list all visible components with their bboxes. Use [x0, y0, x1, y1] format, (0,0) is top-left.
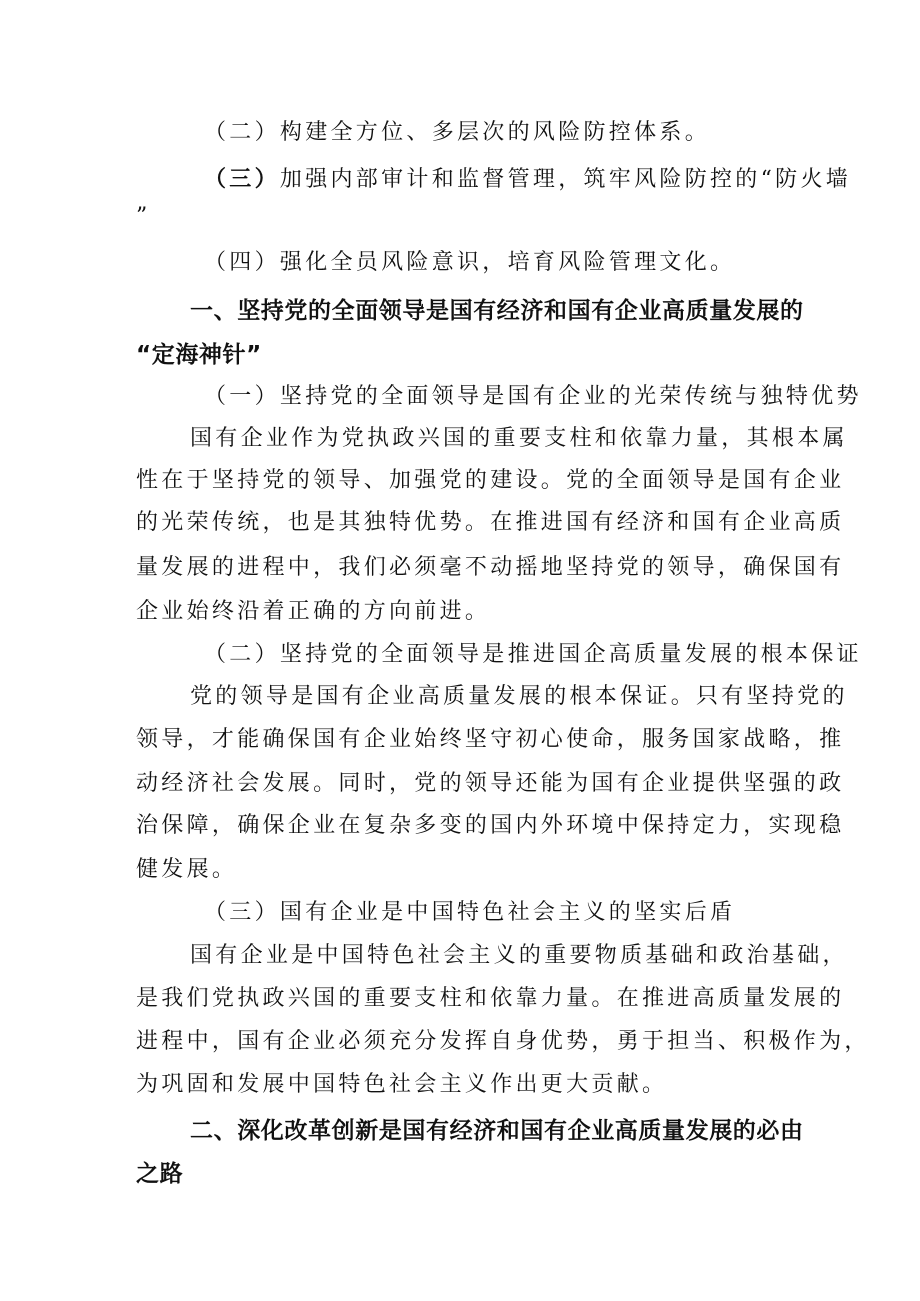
- subsection-heading-text: 加强内部审计和监督管理，筑牢风险防控的“防火墙: [279, 167, 852, 192]
- paragraph-line: 性在于坚持党的领导、加强党的建设。党的全面领导是国有企业: [136, 468, 845, 493]
- paragraph-line: 是我们党执政兴国的重要支柱和依靠力量。在推进高质量发展的: [136, 986, 845, 1011]
- subsection-heading-fundamental-guarantee: （二）坚持党的全面领导是推进国企高质量发展的根本保证: [204, 642, 862, 667]
- subsection-number: （三）: [204, 166, 280, 192]
- section-heading-party-leadership: 一、坚持党的全面领导是国有经济和国有企业高质量发展的: [190, 298, 804, 324]
- paragraph-line: 的光荣传统，也是其独特优势。在推进国有经济和国有企业高质: [136, 510, 845, 535]
- paragraph-line: 为巩固和发展中国特色社会主义作出更大贡献。: [136, 1072, 668, 1097]
- quote-continuation: ”: [136, 204, 151, 229]
- paragraph-line: 党的领导是国有企业高质量发展的根本保证。只有坚持党的: [190, 684, 848, 709]
- paragraph-line: 健发展。: [136, 857, 238, 882]
- paragraph-line: 动经济社会发展。同时，党的领导还能为国有企业提供坚强的政: [136, 771, 845, 796]
- paragraph-line: 国有企业作为党执政兴国的重要支柱和依靠力量，其根本属: [190, 426, 848, 451]
- subsection-heading-risk-awareness: （四）强化全员风险意识，培育风险管理文化。: [204, 250, 736, 275]
- section-heading-party-leadership-continuation: “定海神针”: [136, 342, 262, 368]
- paragraph-line: 国有企业是中国特色社会主义的重要物质基础和政治基础，: [190, 943, 848, 968]
- section-heading-reform-innovation: 二、深化改革创新是国有经济和国有企业高质量发展的必由: [190, 1118, 804, 1144]
- section-heading-reform-innovation-continuation: 之路: [136, 1161, 184, 1187]
- subsection-heading-glorious-tradition: （一）坚持党的全面领导是国有企业的光荣传统与独特优势: [204, 384, 862, 409]
- paragraph-line: 进程中，国有企业必须充分发挥自身优势，勇于担当、积极作为，: [136, 1029, 870, 1054]
- subsection-heading-internal-audit: [204, 164, 851, 195]
- paragraph-line: 量发展的进程中，我们必须毫不动摇地坚持党的领导，确保国有: [136, 555, 845, 580]
- paragraph-line: 领导，才能确保国有企业始终坚守初心使命，服务国家战略，推: [136, 727, 845, 752]
- subsection-heading-risk-control-system: （二）构建全方位、多层次的风险防控体系。: [204, 120, 711, 145]
- paragraph-line: 企业始终沿着正确的方向前进。: [136, 599, 491, 624]
- paragraph-line: 治保障，确保企业在复杂多变的国内外环境中保持定力，实现稳: [136, 813, 845, 838]
- subsection-heading-solid-backing: （三）国有企业是中国特色社会主义的坚实后盾: [204, 900, 736, 925]
